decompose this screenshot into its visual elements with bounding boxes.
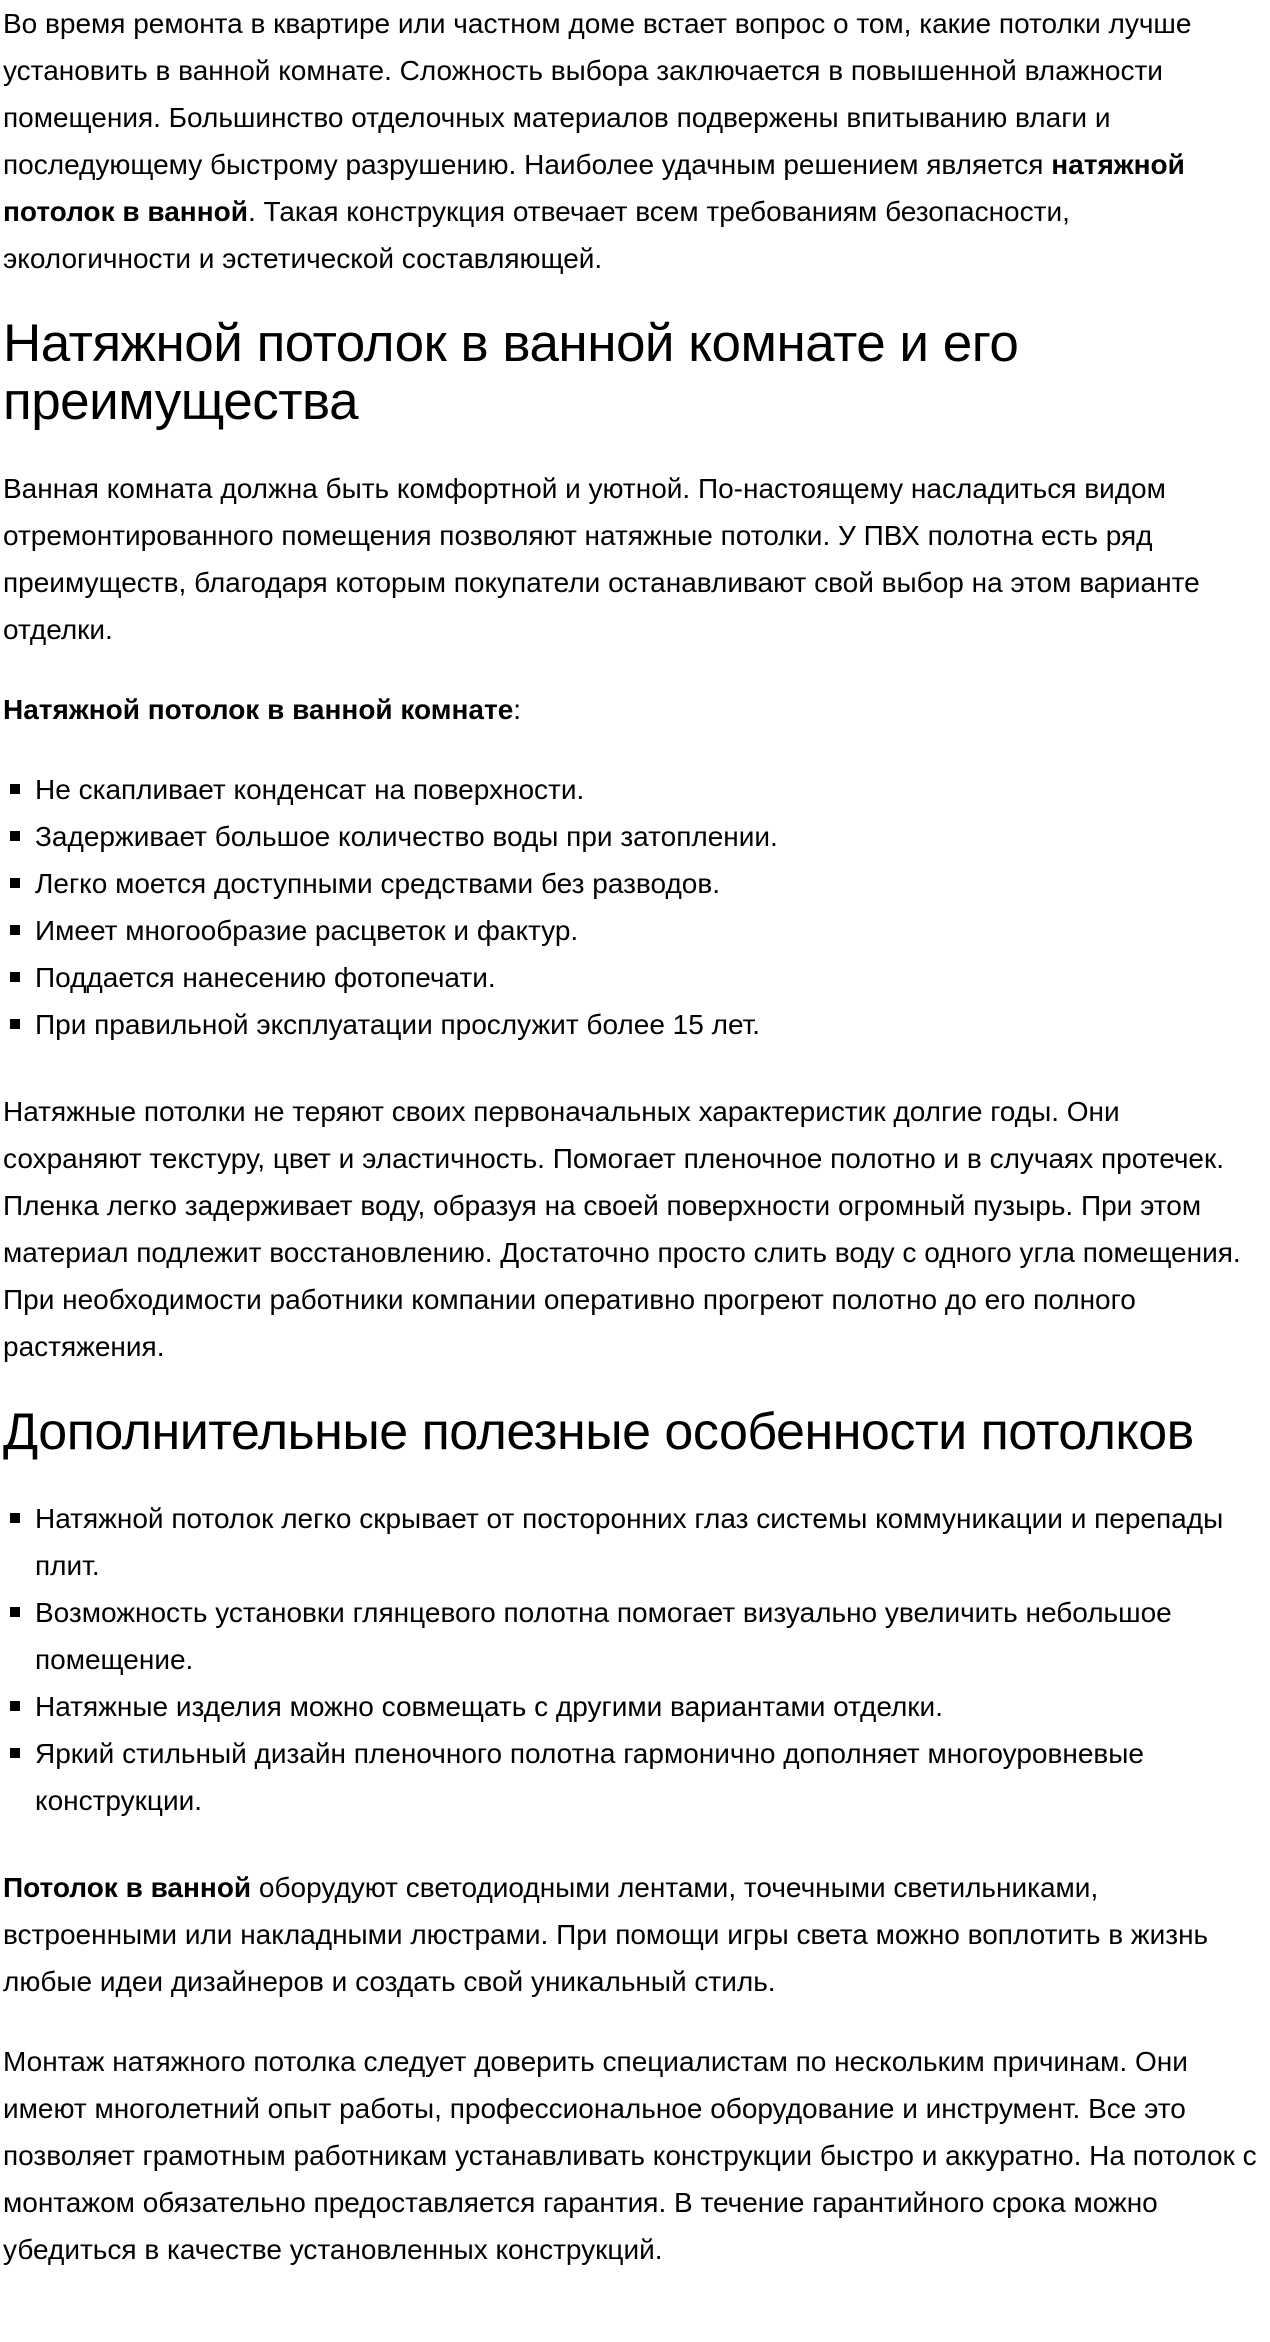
installation-paragraph: Монтаж натяжного потолка следует доверить специалистам по нескольким причинам. Они имеют многолетний опыт работы, профессиональное оборудование и инструмент. Все это позволяет грамотным работникам устанавливать конструкции быстро и аккуратно. На потолок с монтажом обязательно предоставляется гарантия. В течение гарантийного срока можно убедиться в качестве установленных конструкций. — [3, 2046, 1257, 2265]
benefits-lead-colon: : — [513, 694, 522, 725]
benefits-paragraph: Ванная комната должна быть комфортной и уютной. По-настоящему насладиться видом отремонтированного помещения позволяют натяжные потолки. У ПВХ полотна есть ряд преимуществ, благодаря которым покупатели останавливают свой выбор на этом варианте отделки. — [3, 473, 1200, 645]
benefit-item: Имеет многообразие расцветок и фактур. — [3, 907, 1262, 954]
feature-item: Натяжные изделия можно совмещать с другими вариантами отделки. — [3, 1683, 1262, 1730]
article-body — [3, 0, 1262, 2273]
intro-bold-phrase: натяжной потолок в ванной — [3, 149, 1185, 227]
features-heading: Дополнительные полезные особенности потолков — [3, 1403, 1194, 1461]
benefit-item: Легко моется доступными средствами без разводов. — [3, 860, 1262, 907]
intro-text-before: Во время ремонта в квартире или частном доме встает вопрос о том, какие потолки лучше установить в ванной комнате. Сложность выбора заключается в повышенной влажности помещения. Большинство отделочных материалов подвержены впитыванию влаги и последующему быстрому разрушению. Наиболее удачным решением является — [3, 8, 1192, 180]
features-list — [3, 1495, 1262, 1824]
benefit-item: Поддается нанесению фотопечати. — [3, 954, 1262, 1001]
benefits-heading: Натяжной потолок в ванной комнате и его преимущества — [3, 314, 1019, 431]
lighting-text-after: оборудуют светодиодными лентами, точечными светильниками, встроенными или накладными люстрами. При помощи игры света можно воплотить в жизнь любые идеи дизайнеров и создать свой уникальный стиль. — [3, 1872, 1209, 1997]
benefits-lead-bold: Натяжной потолок в ванной комнате — [3, 694, 514, 725]
benefits-list — [3, 766, 1262, 1048]
lighting-paragraph — [3, 1864, 1262, 2005]
benefit-item: Задерживает большое количество воды при затоплении. — [3, 813, 1262, 860]
feature-item: Возможность установки глянцевого полотна помогает визуально увеличить небольшое помещение. — [3, 1589, 1262, 1683]
benefit-item: При правильной эксплуатации прослужит более 15 лет. — [3, 1001, 1262, 1048]
benefit-item: Не скапливает конденсат на поверхности. — [3, 766, 1262, 813]
intro-paragraph — [3, 0, 1262, 282]
intro-text-after: . Такая конструкция отвечает всем требованиям безопасности, экологичности и эстетической составляющей. — [3, 196, 1070, 274]
benefits-lead — [3, 686, 1262, 733]
durability-paragraph: Натяжные потолки не теряют своих первоначальных характеристик долгие годы. Они сохраняют текстуру, цвет и эластичность. Помогает пленочное полотно и в случаях протечек. Пленка легко задерживает воду, образуя на своей поверхности огромный пузырь. При этом материал подлежит восстановлению. Достаточно просто слить воду с одного угла помещения. При необходимости работники компании оперативно прогреют полотно до его полного растяжения. — [3, 1096, 1241, 1362]
lighting-bold-phrase: Потолок в ванной — [3, 1872, 252, 1903]
feature-item: Натяжной потолок легко скрывает от посторонних глаз системы коммуникации и перепады плит. — [3, 1495, 1262, 1589]
feature-item: Яркий стильный дизайн пленочного полотна гармонично дополняет многоуровневые конструкции. — [3, 1730, 1262, 1824]
